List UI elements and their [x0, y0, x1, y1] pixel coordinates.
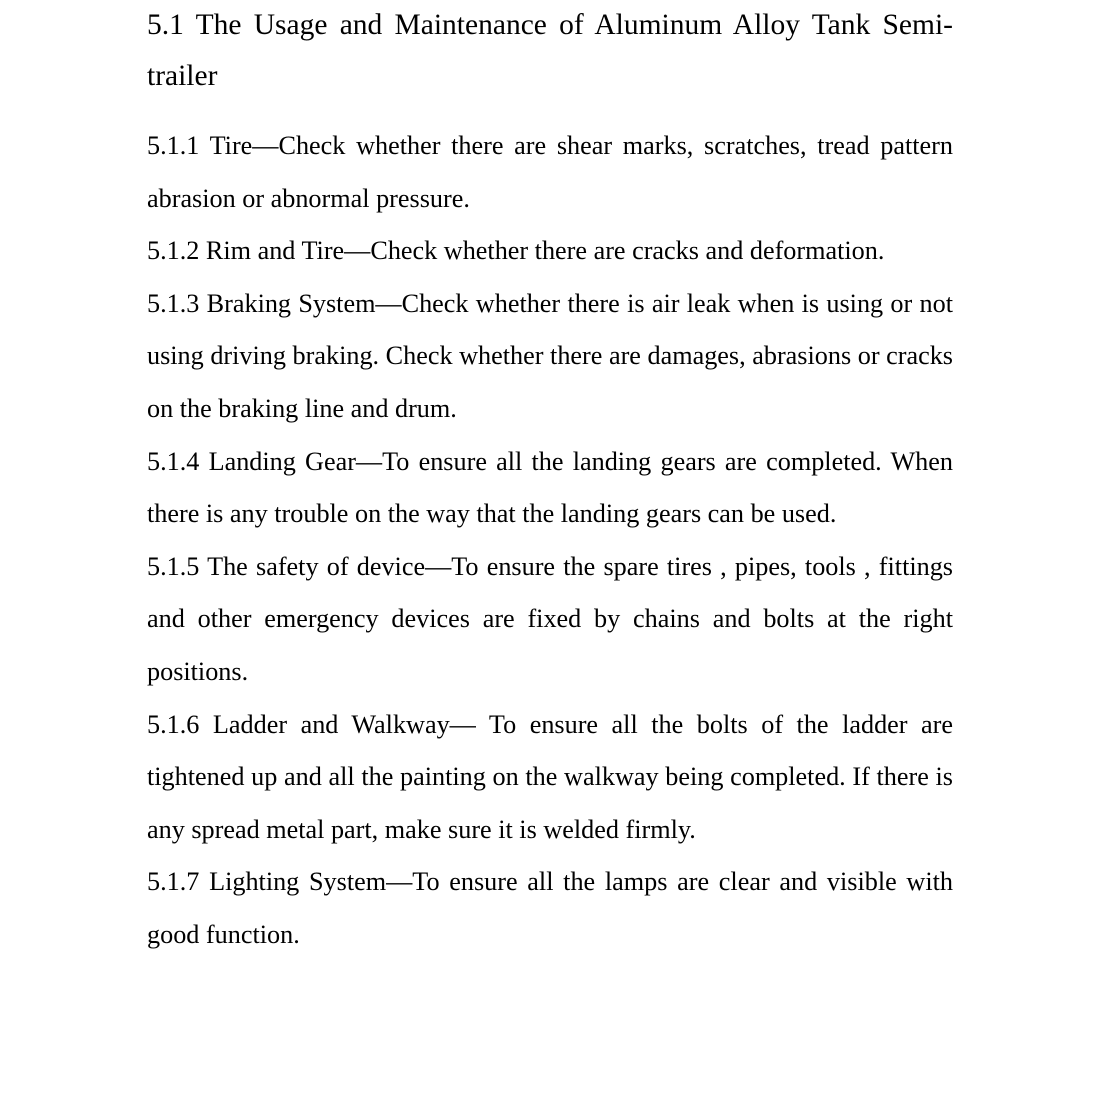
paragraph-5-1-7: 5.1.7 Lighting System—To ensure all the lamps are clear and visible with good function. — [147, 867, 953, 949]
paragraph-5-1-1: 5.1.1 Tire—Check whether there are shear marks, scratches, tread pattern abrasion or abnormal pressure. — [147, 131, 953, 213]
page-title: 5.1 The Usage and Maintenance of Aluminum Alloy Tank Semi-trailer — [147, 9, 953, 92]
paragraph-5-1-6: 5.1.6 Ladder and Walkway— To ensure all the bolts of the ladder are tightened up and all the painting on the walkway being completed. If there is any spread metal part, make sure it is welded firmly. — [147, 709, 953, 844]
text-column — [147, 0, 953, 962]
paragraph-5-1-3: 5.1.3 Braking System—Check whether there is air leak when is using or not using driving braking. Check whether there are damages, abrasions or cracks on the braking line and drum. — [147, 288, 953, 423]
paragraph-5-1-4: 5.1.4 Landing Gear—To ensure all the landing gears are completed. When there is any trouble on the way that the landing gears can be used. — [147, 446, 953, 529]
paragraph-5-1-5: 5.1.5 The safety of device—To ensure the spare tires , pipes, tools , fittings and other emergency devices are fixed by chains and bolts at the right positions. — [147, 551, 953, 686]
paragraph-5-1-2: 5.1.2 Rim and Tire—Check whether there are cracks and deformation. — [147, 236, 885, 266]
heading-spacer — [147, 102, 953, 120]
